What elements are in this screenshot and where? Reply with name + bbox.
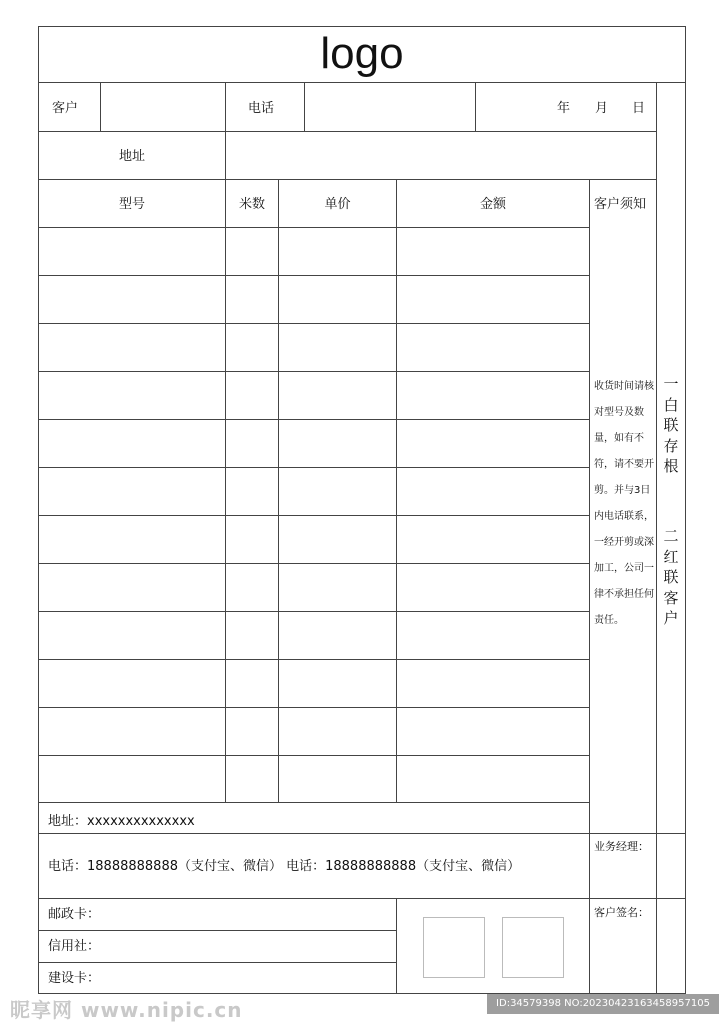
customer-signature-label: 客户签名：	[594, 906, 649, 919]
phone-field[interactable]	[306, 84, 474, 130]
qr-code-placeholder-left	[423, 917, 485, 978]
notice-title: 客户须知	[594, 197, 647, 212]
bank-postal-label: 邮政卡：	[48, 907, 101, 922]
phone-label: 电话	[248, 101, 275, 116]
bank-credit-union-label: 信用社：	[48, 939, 101, 954]
footer-phones: 电话：18888888888（支付宝、微信） 电话：18888888888（支付宝、微信）	[48, 859, 521, 874]
manager-label: 业务经理：	[594, 840, 649, 853]
month-label: 月	[595, 101, 609, 116]
column-header-length: 米数	[238, 197, 265, 212]
watermark-id: ID:34579398 NO:20230423163458957105	[487, 994, 719, 1014]
watermark-site: 昵享网 www.nipic.cn	[10, 998, 243, 1022]
day-label: 日	[632, 101, 646, 116]
footer-address: 地址：xxxxxxxxxxxxxx	[48, 814, 195, 829]
bank-ccb-label: 建设卡：	[48, 971, 101, 986]
logo-placeholder: logo	[320, 29, 404, 78]
order-table-body[interactable]	[39, 228, 589, 802]
copy-label-red-customer: 二红联客户	[663, 527, 679, 627]
year-label: 年	[557, 101, 571, 116]
column-header-amount: 金额	[479, 197, 506, 212]
column-header-unit-price: 单价	[324, 197, 351, 212]
qr-code-placeholder-right	[502, 917, 564, 978]
customer-field[interactable]	[102, 84, 224, 130]
column-header-model: 型号	[118, 197, 145, 212]
address-field[interactable]	[227, 132, 655, 178]
notice-text: 收货时间请核对型号及数量，如有不符，请不要开剪。并与3日内电话联系，一经开剪或深加工，公司一律不承担任何责任。	[594, 381, 654, 626]
customer-label: 客户	[52, 101, 79, 116]
copy-label-white-stub: 一白联存根	[663, 375, 679, 475]
address-label: 地址	[118, 149, 145, 164]
customer-signature-field[interactable]	[590, 920, 655, 992]
